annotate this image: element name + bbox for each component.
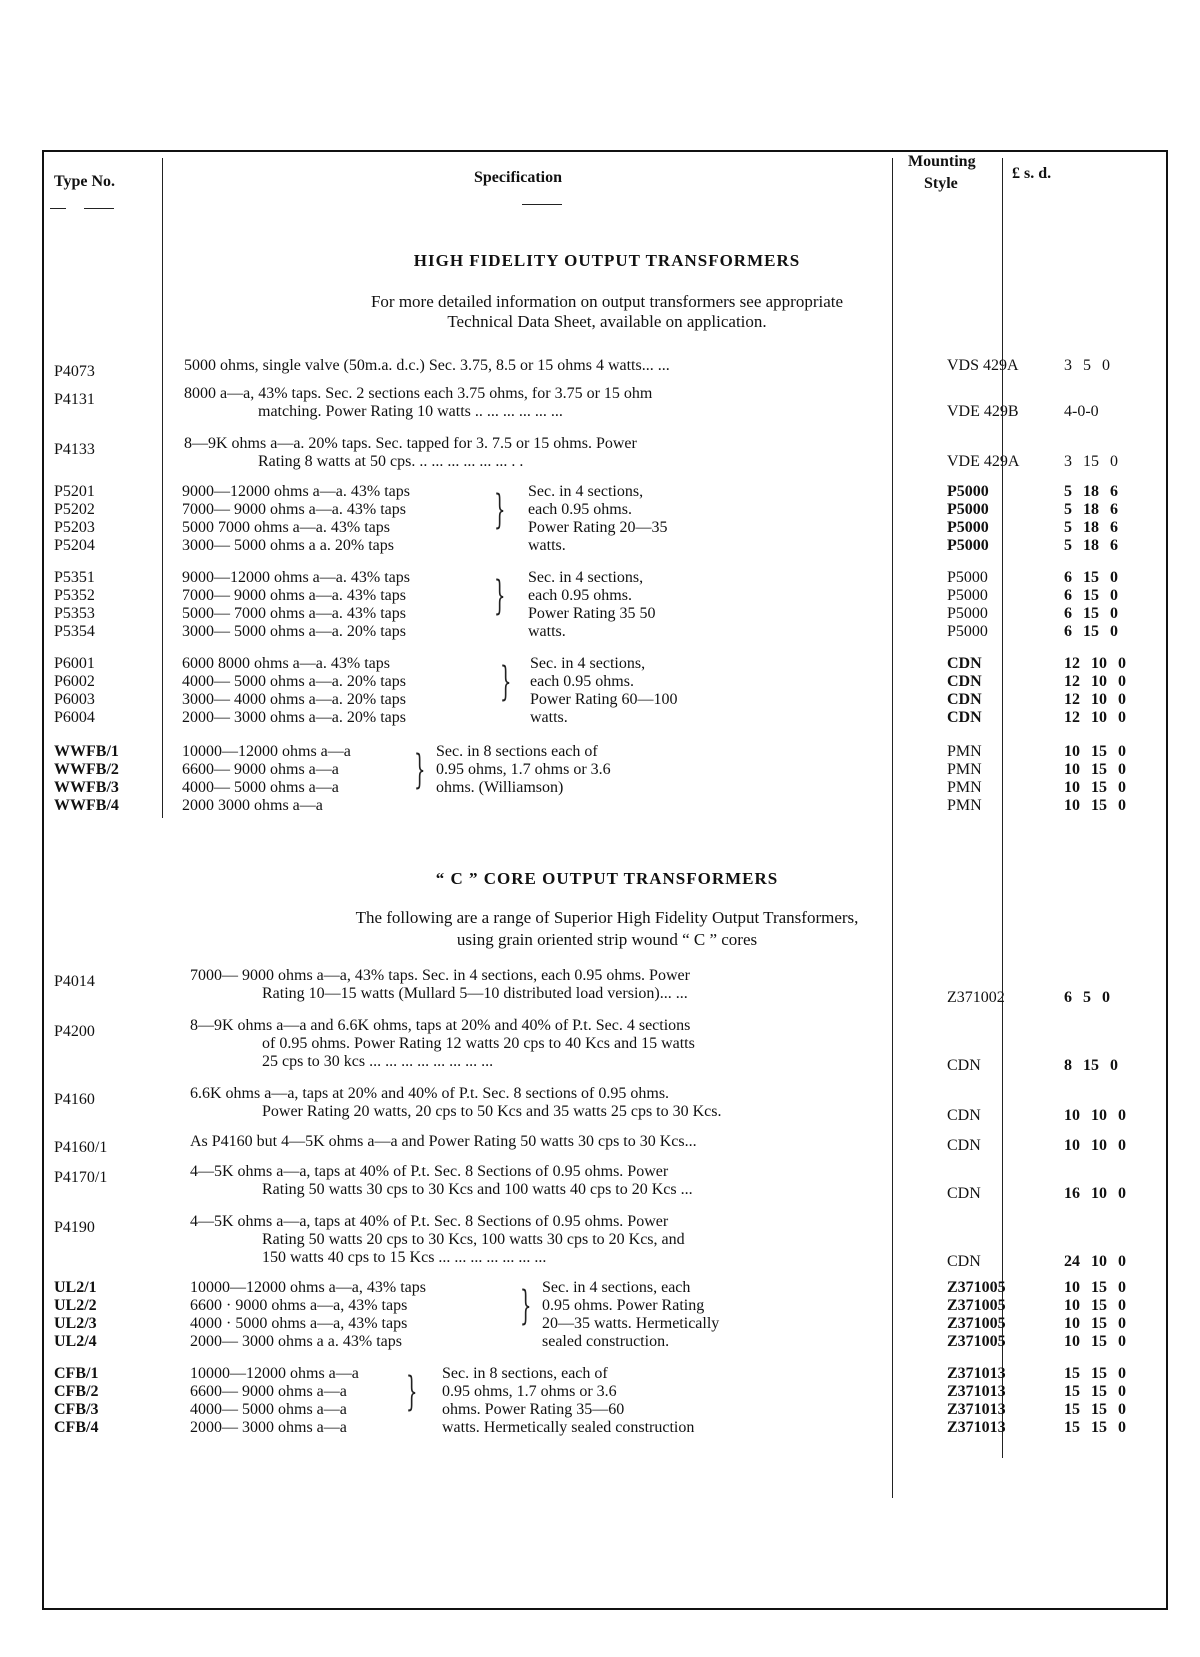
type-number: P4170/1	[54, 1169, 108, 1186]
price: 24 10 0	[1064, 1253, 1126, 1270]
price: 10 15 0	[1064, 743, 1126, 760]
mounting-style: Z371013	[947, 1365, 1006, 1382]
price: 5 18 6	[1064, 483, 1118, 500]
mounting-style: Z371005	[947, 1279, 1006, 1296]
mounting-style: CDN	[947, 691, 982, 708]
type-number: P6003	[54, 691, 95, 708]
mounting-style: PMN	[947, 743, 982, 760]
specification-line-2: Rating 8 watts at 50 cps. .. ... ... ... ... ... . .	[258, 453, 524, 470]
specification-range: 7000— 9000 ohms a—a. 43% taps	[182, 501, 406, 518]
mounting-style: P5000	[947, 569, 988, 586]
mounting-style: Z371013	[947, 1419, 1006, 1436]
group-note-line: Power Rating 60—100	[530, 691, 678, 708]
price: 10 15 0	[1064, 1333, 1126, 1350]
mounting-style: PMN	[947, 797, 982, 814]
price: 4-0-0	[1064, 403, 1099, 420]
specification-range: 10000—12000 ohms a—a	[182, 743, 351, 760]
type-number: CFB/1	[54, 1365, 99, 1382]
type-number: WWFB/2	[54, 761, 119, 778]
type-number: P4131	[54, 391, 95, 408]
group-note-line: 0.95 ohms, 1.7 ohms or 3.6	[436, 761, 611, 778]
type-number: P4160/1	[54, 1139, 108, 1156]
group-note-line: each 0.95 ohms.	[528, 501, 632, 518]
specification-line-1: As P4160 but 4—5K ohms a—a and Power Rating 50 watts 30 cps to 30 Kcs...	[190, 1133, 697, 1150]
mounting-style: Z371013	[947, 1401, 1006, 1418]
specification-line-1: 4—5K ohms a—a, taps at 40% of P.t. Sec. 8 Sections of 0.95 ohms. Power	[190, 1213, 669, 1230]
specification-range: 2000— 3000 ohms a a. 43% taps	[190, 1333, 402, 1350]
type-number: P5352	[54, 587, 95, 604]
group-note-line: 0.95 ohms, 1.7 ohms or 3.6	[442, 1383, 617, 1400]
specification-range: 3000— 4000 ohms a—a. 20% taps	[182, 691, 406, 708]
specification-range: 4000— 5000 ohms a—a	[182, 779, 339, 796]
price: 3 5 0	[1064, 357, 1110, 374]
specification-range: 9000—12000 ohms a—a. 43% taps	[182, 569, 410, 586]
group-note-line: Sec. in 4 sections,	[530, 655, 646, 672]
price: 10 15 0	[1064, 1279, 1126, 1296]
mounting-style: P5000	[947, 623, 988, 640]
mounting-style: P5000	[947, 483, 989, 500]
group-brace: }	[494, 487, 506, 533]
specification-line-1: 6.6K ohms a—a, taps at 20% and 40% of P.t. Sec. 8 sections of 0.95 ohms.	[190, 1085, 670, 1102]
mounting-style: Z371005	[947, 1297, 1006, 1314]
type-number: UL2/4	[54, 1333, 97, 1350]
mounting-style: VDE 429B	[947, 403, 1019, 420]
price: 3 15 0	[1064, 453, 1118, 470]
group-brace: }	[406, 1369, 418, 1415]
group-note-line: watts.	[528, 537, 566, 554]
specification-range: 6000 8000 ohms a—a. 43% taps	[182, 655, 390, 672]
type-number: P5353	[54, 605, 95, 622]
mounting-style: Z371005	[947, 1315, 1006, 1332]
header-mounting: Mounting	[908, 153, 976, 170]
section-title-c-core: “ C ” CORE OUTPUT TRANSFORMERS	[435, 869, 779, 888]
specification-range: 5000 7000 ohms a—a. 43% taps	[182, 519, 390, 536]
mounting-style: CDN	[947, 1253, 981, 1270]
type-number: P4190	[54, 1219, 95, 1236]
mounting-style: P5000	[947, 587, 988, 604]
group-note-line: each 0.95 ohms.	[528, 587, 632, 604]
mounting-style: PMN	[947, 779, 982, 796]
type-number: P4014	[54, 973, 95, 990]
header-type-no: Type No.	[54, 173, 116, 190]
group-note-line: 20—35 watts. Hermetically	[542, 1315, 720, 1332]
price: 10 10 0	[1064, 1137, 1126, 1154]
type-number: WWFB/3	[54, 779, 119, 796]
specification-range: 6600 · 9000 ohms a—a, 43% taps	[190, 1297, 408, 1314]
mounting-style: CDN	[947, 655, 982, 672]
type-number: P4160	[54, 1091, 95, 1108]
price: 8 15 0	[1064, 1057, 1118, 1074]
type-number: UL2/2	[54, 1297, 97, 1314]
price: 6 15 0	[1064, 623, 1118, 640]
group-note-line: Sec. in 4 sections, each	[542, 1279, 691, 1296]
specification-range: 2000 3000 ohms a—a	[182, 797, 323, 814]
group-brace: }	[520, 1283, 532, 1329]
group-note-line: ohms. (Williamson)	[436, 779, 564, 796]
column-divider-price	[1002, 158, 1003, 1458]
price: 15 15 0	[1064, 1383, 1126, 1400]
mounting-style: CDN	[947, 1057, 981, 1074]
price: 5 18 6	[1064, 537, 1118, 554]
specification-line-1: 8000 a—a, 43% taps. Sec. 2 sections each 3.75 ohms, for 3.75 or 15 ohm	[184, 385, 653, 402]
price: 10 15 0	[1064, 1315, 1126, 1332]
group-note-line: Sec. in 8 sections, each of	[442, 1365, 608, 1382]
mounting-style: Z371013	[947, 1383, 1006, 1400]
type-number: CFB/3	[54, 1401, 99, 1418]
column-divider-mounting	[892, 158, 893, 1498]
type-number: P4133	[54, 441, 95, 458]
specification-range: 4000 · 5000 ohms a—a, 43% taps	[190, 1315, 408, 1332]
type-number: P5202	[54, 501, 95, 518]
price: 12 10 0	[1064, 673, 1126, 690]
specification-range: 9000—12000 ohms a—a. 43% taps	[182, 483, 410, 500]
price: 12 10 0	[1064, 655, 1126, 672]
price: 6 15 0	[1064, 587, 1118, 604]
specification-line-2: Rating 50 watts 30 cps to 30 Kcs and 100 watts 40 cps to 20 Kcs ...	[262, 1181, 693, 1198]
header-type-underline	[50, 208, 66, 209]
type-number: P6004	[54, 709, 95, 726]
mounting-style: PMN	[947, 761, 982, 778]
section-intro-line-1: The following are a range of Superior High Fidelity Output Transformers,	[355, 908, 859, 927]
specification-range: 10000—12000 ohms a—a, 43% taps	[190, 1279, 426, 1296]
specification-range: 7000— 9000 ohms a—a. 43% taps	[182, 587, 406, 604]
group-note-line: sealed construction.	[542, 1333, 670, 1350]
price: 10 15 0	[1064, 761, 1126, 778]
group-note-line: Sec. in 4 sections,	[528, 569, 644, 586]
type-number: P5351	[54, 569, 95, 586]
type-number: CFB/4	[54, 1419, 99, 1436]
mounting-style: Z371002	[947, 989, 1005, 1006]
specification-line-3: 25 cps to 30 kcs ... ... ... ... ... ... ... ...	[262, 1053, 494, 1070]
price: 5 18 6	[1064, 519, 1118, 536]
type-number: UL2/3	[54, 1315, 97, 1332]
mounting-style: P5000	[947, 537, 989, 554]
mounting-style: P5000	[947, 519, 989, 536]
group-note-line: watts.	[530, 709, 568, 726]
specification-range: 6600— 9000 ohms a—a	[190, 1383, 347, 1400]
specification-line-1: 5000 ohms, single valve (50m.a. d.c.) Sec. 3.75, 8.5 or 15 ohms 4 watts... ...	[184, 357, 670, 374]
mounting-style: CDN	[947, 673, 982, 690]
mounting-style: VDS 429A	[947, 357, 1019, 374]
type-number: P6001	[54, 655, 95, 672]
type-number: P5203	[54, 519, 95, 536]
group-note-line: Sec. in 8 sections each of	[436, 743, 598, 760]
section-intro-line-1: For more detailed information on output transformers see appropriate	[370, 292, 844, 311]
mounting-style: Z371005	[947, 1333, 1006, 1350]
group-note-line: Power Rating 20—35	[528, 519, 668, 536]
specification-line-2: Rating 50 watts 20 cps to 30 Kcs, 100 watts 30 cps to 20 Kcs, and	[262, 1231, 685, 1248]
type-number: WWFB/1	[54, 743, 119, 760]
specification-line-1: 7000— 9000 ohms a—a, 43% taps. Sec. in 4 sections, each 0.95 ohms. Power	[190, 967, 690, 984]
section-title-high-fidelity: HIGH FIDELITY OUTPUT TRANSFORMERS	[413, 251, 801, 270]
specification-line-1: 4—5K ohms a—a, taps at 40% of P.t. Sec. 8 Sections of 0.95 ohms. Power	[190, 1163, 669, 1180]
specification-range: 4000— 5000 ohms a—a	[190, 1401, 347, 1418]
price: 12 10 0	[1064, 709, 1126, 726]
header-currency: £ s. d.	[1012, 165, 1052, 182]
header-style: Style	[924, 175, 958, 192]
group-note-line: watts. Hermetically sealed construction	[442, 1419, 695, 1436]
type-number: P4200	[54, 1023, 95, 1040]
type-number: UL2/1	[54, 1279, 97, 1296]
price: 10 15 0	[1064, 797, 1126, 814]
specification-line-2: matching. Power Rating 10 watts .. ... ... ... ... ...	[258, 403, 563, 420]
group-brace: }	[500, 659, 512, 705]
mounting-style: CDN	[947, 709, 982, 726]
specification-range: 2000— 3000 ohms a—a	[190, 1419, 347, 1436]
specification-range: 10000—12000 ohms a—a	[190, 1365, 359, 1382]
mounting-style: CDN	[947, 1137, 981, 1154]
price: 15 15 0	[1064, 1401, 1126, 1418]
mounting-style: P5000	[947, 605, 988, 622]
specification-line-2: of 0.95 ohms. Power Rating 12 watts 20 cps to 40 Kcs and 15 watts	[262, 1035, 695, 1052]
specification-range: 3000— 5000 ohms a a. 20% taps	[182, 537, 394, 554]
price: 10 15 0	[1064, 1297, 1126, 1314]
type-number: P5201	[54, 483, 95, 500]
group-note-line: ohms. Power Rating 35—60	[442, 1401, 625, 1418]
price: 15 15 0	[1064, 1365, 1126, 1382]
specification-line-2: Power Rating 20 watts, 20 cps to 50 Kcs and 35 watts 25 cps to 30 Kcs.	[262, 1103, 722, 1120]
group-note-line: each 0.95 ohms.	[530, 673, 634, 690]
price-list-sheet	[42, 150, 1168, 1610]
specification-line-2: Rating 10—15 watts (Mullard 5—10 distributed load version)... ...	[262, 985, 688, 1002]
group-brace: }	[414, 747, 426, 793]
specification-range: 6600— 9000 ohms a—a	[182, 761, 339, 778]
type-number: P5204	[54, 537, 95, 554]
price: 6 15 0	[1064, 569, 1118, 586]
group-note-line: Power Rating 35 50	[528, 605, 656, 622]
group-note-line: watts.	[528, 623, 566, 640]
type-number: P5354	[54, 623, 95, 640]
price: 5 18 6	[1064, 501, 1118, 518]
header-spec-underline	[522, 204, 562, 205]
price: 16 10 0	[1064, 1185, 1126, 1202]
mounting-style: P5000	[947, 501, 989, 518]
type-number: P4073	[54, 363, 95, 380]
specification-line-1: 8—9K ohms a—a and 6.6K ohms, taps at 20% and 40% of P.t. Sec. 4 sections	[190, 1017, 691, 1034]
section-intro-line-2: Technical Data Sheet, available on application.	[447, 312, 767, 331]
specification-line-3: 150 watts 40 cps to 15 Kcs ... ... ... ... ... ... ...	[262, 1249, 547, 1266]
price: 10 10 0	[1064, 1107, 1126, 1124]
mounting-style: CDN	[947, 1185, 981, 1202]
section-intro-line-2: using grain oriented strip wound “ C ” cores	[456, 930, 758, 949]
mounting-style: VDE 429A	[947, 453, 1020, 470]
price: 6 15 0	[1064, 605, 1118, 622]
type-number: WWFB/4	[54, 797, 119, 814]
price: 12 10 0	[1064, 691, 1126, 708]
price: 10 15 0	[1064, 779, 1126, 796]
group-brace: }	[494, 573, 506, 619]
type-number: P6002	[54, 673, 95, 690]
mounting-style: CDN	[947, 1107, 981, 1124]
price: 15 15 0	[1064, 1419, 1126, 1436]
specification-range: 4000— 5000 ohms a—a. 20% taps	[182, 673, 406, 690]
header-specification: Specification	[474, 169, 562, 186]
specification-line-1: 8—9K ohms a—a. 20% taps. Sec. tapped for 3. 7.5 or 15 ohms. Power	[184, 435, 637, 452]
group-note-line: 0.95 ohms. Power Rating	[542, 1297, 705, 1314]
specification-range: 2000— 3000 ohms a—a. 20% taps	[182, 709, 406, 726]
header-type-underline-2	[84, 208, 114, 209]
specification-range: 5000— 7000 ohms a—a. 43% taps	[182, 605, 406, 622]
specification-range: 3000— 5000 ohms a—a. 20% taps	[182, 623, 406, 640]
group-note-line: Sec. in 4 sections,	[528, 483, 644, 500]
price: 6 5 0	[1064, 989, 1110, 1006]
type-number: CFB/2	[54, 1383, 99, 1400]
